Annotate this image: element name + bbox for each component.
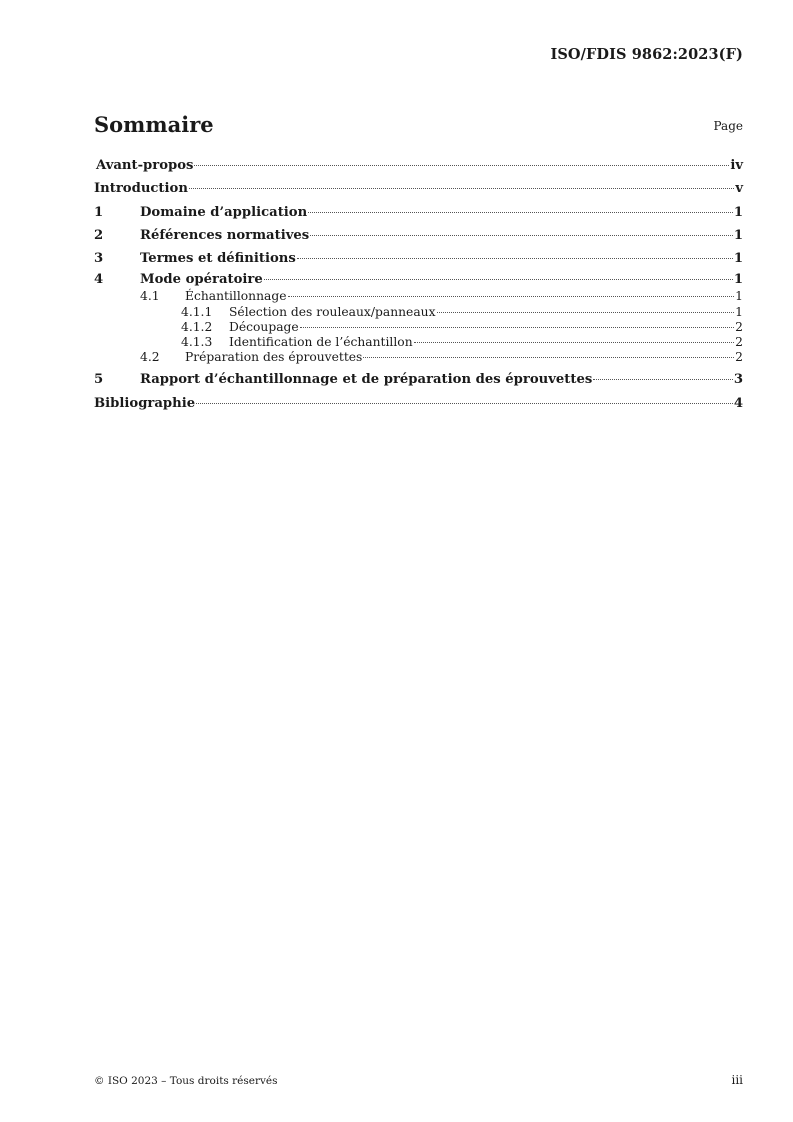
toc-entry-echantillonnage[interactable]	[94, 289, 743, 304]
toc-entry-number: 3	[94, 251, 104, 267]
dot-leader	[363, 357, 734, 358]
toc-entry-label: Échantillonnage	[185, 289, 287, 304]
toc-entry-page: 1	[733, 227, 743, 243]
toc-entry-page: 2	[735, 350, 743, 365]
toc-entry-page: v	[735, 181, 743, 197]
toc-entry-identification-echantillon[interactable]	[94, 335, 743, 350]
toc-entry-number: 4.1.1	[181, 304, 213, 319]
toc-entry-label: Bibliographie	[94, 395, 196, 411]
dot-leader	[264, 279, 733, 280]
dot-leader	[288, 296, 735, 297]
toc-entry-label: Découpage	[229, 319, 299, 334]
dot-leader	[414, 342, 735, 343]
toc-entry-number: 4.1.3	[181, 335, 213, 350]
toc-entry-label: Références normatives	[140, 227, 310, 243]
toc-entry-number: 4	[94, 272, 104, 288]
toc-entry-termes-definitions[interactable]	[94, 247, 743, 270]
toc-entry-label: Sélection des rouleaux/panneaux	[229, 304, 436, 319]
toc-entry-label: Identification de l’échantillon	[229, 335, 413, 350]
toc-entry-introduction[interactable]	[94, 177, 743, 200]
toc-entry-selection-rouleaux[interactable]	[94, 305, 743, 320]
toc-entry-page: 1	[733, 272, 743, 288]
toc-entry-domaine-application[interactable]	[94, 201, 743, 224]
toc-entry-label: Avant-propos	[96, 158, 194, 173]
document-reference: ISO/FDIS 9862:2023(F)	[550, 46, 743, 63]
toc-entry-page: 2	[735, 335, 743, 350]
dot-leader	[308, 212, 733, 213]
toc-entry-rapport[interactable]	[94, 368, 743, 391]
toc-entry-bibliographie[interactable]	[94, 392, 743, 415]
toc-entry-label: Introduction	[94, 181, 188, 197]
toc-entry-number: 4.1	[140, 289, 160, 304]
toc-entry-decoupage[interactable]	[94, 320, 743, 335]
toc-entry-references-normatives[interactable]	[94, 224, 743, 247]
toc-entry-avant-propos[interactable]	[94, 154, 743, 177]
dot-leader	[437, 312, 735, 313]
toc-entry-label: Termes et définitions	[140, 251, 296, 267]
table-of-contents	[94, 154, 743, 415]
toc-entry-page: 2	[735, 319, 743, 334]
toc-entry-label: Domaine d’application	[140, 204, 308, 220]
toc-entry-number: 4.2	[140, 350, 160, 365]
page-column-label: Page	[713, 119, 743, 133]
dot-leader	[593, 379, 733, 380]
toc-entry-preparation-eprouvettes[interactable]	[94, 350, 743, 365]
toc-entry-page: 4	[733, 395, 743, 411]
toc-entry-page: 3	[733, 372, 743, 388]
toc-entry-label: Rapport d’échantillonnage et de préparation des éprouvettes	[140, 372, 593, 388]
toc-entry-number: 4.1.2	[181, 319, 213, 334]
toc-entry-label: Mode opératoire	[140, 272, 263, 288]
toc-entry-number: 1	[94, 204, 104, 220]
toc-entry-label: Préparation des éprouvettes	[185, 350, 363, 365]
toc-entry-page: iv	[730, 158, 743, 173]
dot-leader	[189, 188, 734, 189]
toc-entry-mode-operatoire[interactable]	[94, 270, 743, 289]
toc-entry-page: 1	[735, 304, 743, 319]
toc-entry-number: 5	[94, 372, 104, 388]
copyright-notice: © ISO 2023 – Tous droits réservés	[94, 1075, 278, 1087]
toc-entry-number: 2	[94, 227, 104, 243]
dot-leader	[300, 327, 734, 328]
dot-leader	[194, 165, 729, 166]
toc-entry-page: 1	[735, 289, 743, 304]
dot-leader	[310, 235, 733, 236]
dot-leader	[297, 258, 733, 259]
toc-entry-page: 1	[733, 251, 743, 267]
page-number: iii	[731, 1073, 743, 1087]
toc-title: Sommaire	[94, 112, 214, 137]
toc-entry-page: 1	[733, 204, 743, 220]
dot-leader	[196, 403, 733, 404]
